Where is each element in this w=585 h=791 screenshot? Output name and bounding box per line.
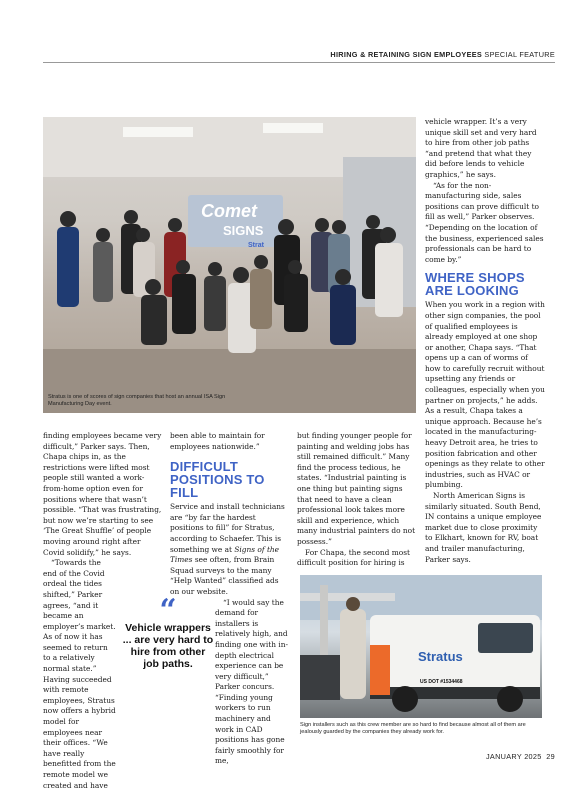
page-footer — [486, 752, 555, 761]
col3-para2: For Chapa, the second most difficult position for hiring is — [297, 547, 410, 568]
truck-dot-number: US DOT #1534468 — [420, 679, 463, 685]
truck-photo-illustration — [300, 575, 542, 718]
col4-para2: “As for the non-manufacturing side, sales positions can prove difficult to fill as well,” Parker observes. “Depending on the location of the business, experienced sales professionals can be hard to come by.” — [425, 180, 544, 264]
issue-date: JANUARY 2025 — [485, 752, 542, 761]
photo-top-caption: Stratus is one of scores of sign companies that host an annual ISA Sign Manufacturing Day event. — [48, 394, 226, 407]
col1-para1: finding employees became very difficult,” Parker says. Then, Chapa chips in, as the restrictions were lifted most people still wanted a work-from-home option even for positions where that wasn’t possible. “That was frustrating, but now we’re starting to see ‘The Great Shuffle’ of people moving around right after Covid solidify,” he says. — [43, 431, 162, 557]
col4-para4: North American Signs is similarly situated. South Bend, IN contains a unique employee market due to close proximity to Elkhart, known for RV, boat and trailer manufacturing, Parker says. — [425, 491, 542, 564]
section-header — [330, 50, 555, 59]
header-rule — [43, 62, 555, 63]
group-photo-illustration — [43, 117, 416, 413]
col3-para1: but finding younger people for painting and welding jobs has still remained difficult.” Many find the process tedious, he states. “Industrial painting is one thing but painting signs that need to have a clean professional look takes more skill and experience, which many industrial painters do not possess.” — [297, 431, 416, 546]
column-3 — [297, 431, 417, 569]
section-header-rest: SPECIAL FEATURE — [484, 50, 555, 59]
sign-comet: Comet — [201, 201, 258, 221]
column-4 — [425, 117, 545, 565]
col4-para3: When you work in a region with other sign companies, the pool of qualified employees is already employed at one shop or another, Chapa says. “That opens up a can of worms of how to carefully recruit without upsetting any friends or colleagues, especially when you partner on projects,” he adds. As a result, Chapa takes a unique approach. Because he’s located in the manufacturing-heavy Detroit area, he tries to position fabrication and other openings as they relate to other industries, such as HVAC or plumbing. — [425, 300, 545, 490]
headline-where-shops: WHERE SHOPS ARE LOOKING — [425, 270, 525, 299]
col2-para1-b: see often, from Brain Squad surveys to the many “Help Wanted” classified ads on our website. — [170, 555, 279, 596]
col2-para2: “I would say the demand for installers is relatively high, and finding one with in-depth electrical experience can be very difficult,” Parker concurs. “Finding young workers to run machinery and work in CAD positions has gone fairly smoothly for me, — [215, 597, 288, 766]
group-photo — [43, 117, 416, 413]
page-number: 29 — [546, 752, 555, 761]
headline-difficult-positions: DIFFICULT POSITIONS TO FILL — [170, 459, 265, 501]
pull-quote-text: Vehicle wrappers ... are very hard to hire from other job paths. — [122, 622, 214, 670]
col2-para1-a: Service and install technicians are “by far the hardest positions to fill” for Stratus, according to Schaefer. This is something we at — [170, 502, 285, 554]
col4-para1: vehicle wrapper. It’s a very unique skill set and very hard to hire from other job paths “and pretend that what they did before lends to vehicle graphics,” he says. — [425, 117, 537, 179]
pull-quote — [122, 593, 214, 670]
col2-publication-title: Signs of the Times — [170, 544, 280, 565]
col2-para1 — [170, 502, 288, 597]
col1-para2: “Towards the end of the Covid ordeal the tides shifted,” Parker agrees, “and it became an employer’s market. As of now it has seemed to return to a relatively normal state.” Having succeeded with remote employees, Stratus now offers a hybrid model for employees near their offices. “We have really benefitted from the remote model we created and have — [43, 558, 116, 790]
sign-strat: Strat — [248, 242, 264, 249]
truck-logo-text: Stratus — [418, 649, 463, 664]
sign-signs: SIGNS — [223, 223, 264, 238]
quote-mark-icon: “ — [159, 593, 177, 628]
col2-para0: been able to maintain for employees nationwide.” — [170, 431, 265, 451]
section-header-bold: HIRING & RETAINING SIGN EMPLOYEES — [330, 50, 483, 59]
truck-photo — [300, 575, 542, 718]
photo-bottom-caption: Sign installers such as this crew member are so hard to find because almost all of them are jealously guarded by the companies they already work for. — [300, 722, 526, 735]
